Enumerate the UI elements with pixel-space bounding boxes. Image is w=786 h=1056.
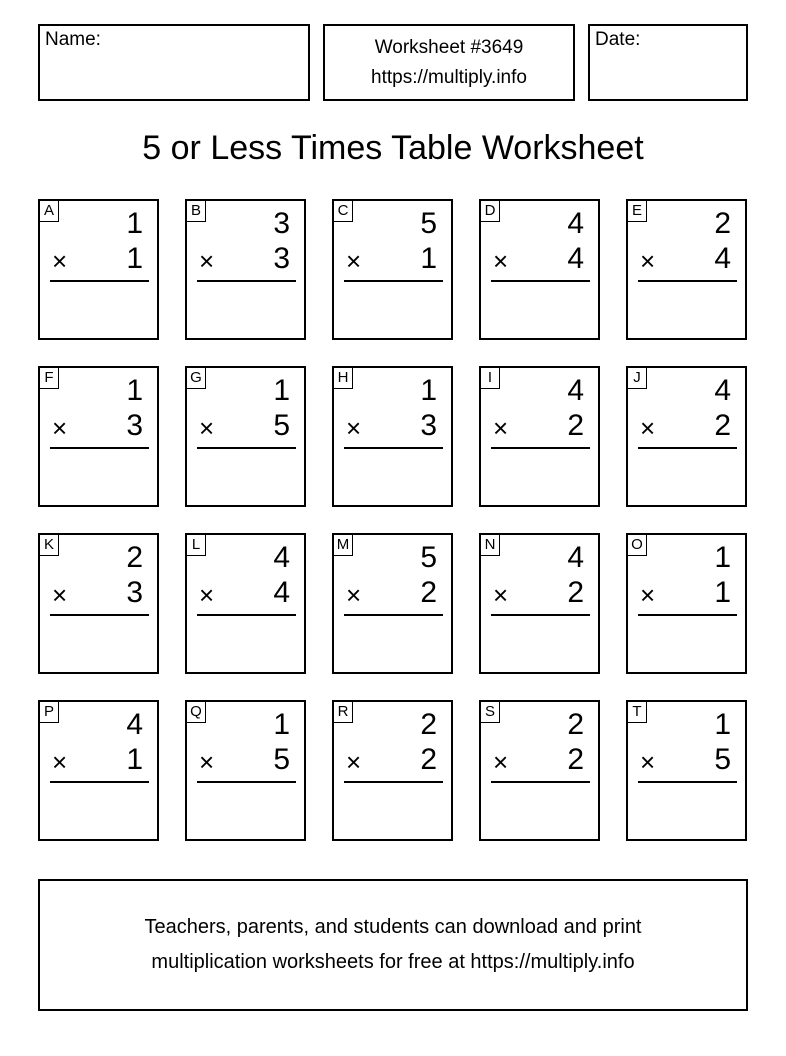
multiplicand: 1 bbox=[273, 374, 290, 407]
multiplier: 1 bbox=[714, 576, 731, 609]
problem-card bbox=[626, 199, 747, 340]
date-field-box bbox=[588, 24, 748, 101]
answer-line bbox=[197, 614, 296, 616]
problem-letter: D bbox=[481, 201, 500, 222]
multiply-sign: × bbox=[52, 413, 68, 443]
multiplicand: 5 bbox=[420, 541, 437, 574]
multiplicand: 4 bbox=[273, 541, 290, 574]
multiplier: 5 bbox=[273, 409, 290, 442]
multiplier: 2 bbox=[420, 576, 437, 609]
multiplicand: 1 bbox=[126, 207, 143, 240]
multiply-sign: × bbox=[640, 246, 656, 276]
multiplier: 3 bbox=[126, 576, 143, 609]
date-label: Date: bbox=[595, 29, 641, 50]
problem-letter: Q bbox=[187, 702, 206, 723]
problem-letter: H bbox=[334, 368, 353, 389]
problem-card bbox=[38, 533, 159, 674]
worksheet-info-box bbox=[323, 24, 575, 101]
name-field-box bbox=[38, 24, 310, 101]
multiplicand: 1 bbox=[714, 541, 731, 574]
multiply-sign: × bbox=[52, 747, 68, 777]
multiply-sign: × bbox=[52, 246, 68, 276]
multiply-sign: × bbox=[346, 747, 362, 777]
problem-card bbox=[185, 700, 306, 841]
problem-card bbox=[185, 366, 306, 507]
problem-card bbox=[38, 199, 159, 340]
problem-letter: M bbox=[334, 535, 353, 556]
answer-line bbox=[638, 614, 737, 616]
multiplicand: 4 bbox=[567, 207, 584, 240]
problem-card bbox=[479, 533, 600, 674]
multiplier: 1 bbox=[420, 242, 437, 275]
answer-line bbox=[491, 614, 590, 616]
multiply-sign: × bbox=[493, 580, 509, 610]
problem-letter: I bbox=[481, 368, 500, 389]
multiplier: 2 bbox=[714, 409, 731, 442]
problem-letter: J bbox=[628, 368, 647, 389]
footer-line-2: multiplication worksheets for free at https://multiply.info bbox=[151, 951, 635, 973]
multiplicand: 2 bbox=[567, 708, 584, 741]
problem-letter: P bbox=[40, 702, 59, 723]
name-label: Name: bbox=[45, 29, 101, 50]
problem-letter: R bbox=[334, 702, 353, 723]
multiplier: 2 bbox=[567, 409, 584, 442]
multiply-sign: × bbox=[493, 413, 509, 443]
multiplier: 1 bbox=[126, 743, 143, 776]
answer-line bbox=[638, 447, 737, 449]
multiply-sign: × bbox=[52, 580, 68, 610]
multiplicand: 2 bbox=[714, 207, 731, 240]
multiplier: 4 bbox=[273, 576, 290, 609]
answer-line bbox=[197, 280, 296, 282]
answer-line bbox=[638, 781, 737, 783]
problem-card bbox=[626, 700, 747, 841]
multiplier: 2 bbox=[567, 743, 584, 776]
multiplicand: 3 bbox=[273, 207, 290, 240]
multiplicand: 2 bbox=[126, 541, 143, 574]
problem-card bbox=[479, 366, 600, 507]
multiplier: 5 bbox=[714, 743, 731, 776]
answer-line bbox=[344, 447, 443, 449]
answer-line bbox=[491, 781, 590, 783]
problem-letter: B bbox=[187, 201, 206, 222]
problem-letter: C bbox=[334, 201, 353, 222]
multiplicand: 5 bbox=[420, 207, 437, 240]
problem-letter: G bbox=[187, 368, 206, 389]
problem-letter: K bbox=[40, 535, 59, 556]
problem-card bbox=[185, 199, 306, 340]
page-title: 5 or Less Times Table Worksheet bbox=[142, 129, 644, 167]
answer-line bbox=[197, 781, 296, 783]
multiplier: 2 bbox=[420, 743, 437, 776]
multiplicand: 4 bbox=[714, 374, 731, 407]
multiply-sign: × bbox=[199, 580, 215, 610]
problem-letter: N bbox=[481, 535, 500, 556]
multiplicand: 4 bbox=[567, 541, 584, 574]
footer-line-1: Teachers, parents, and students can download and print bbox=[144, 916, 642, 938]
problem-card bbox=[332, 199, 453, 340]
problem-letter: L bbox=[187, 535, 206, 556]
worksheet-number: Worksheet #3649 bbox=[374, 36, 524, 58]
worksheet-url: https://multiply.info bbox=[371, 66, 527, 88]
problem-card bbox=[626, 366, 747, 507]
multiply-sign: × bbox=[640, 747, 656, 777]
problem-grid bbox=[38, 199, 747, 841]
multiply-sign: × bbox=[199, 246, 215, 276]
answer-line bbox=[491, 280, 590, 282]
multiplicand: 1 bbox=[714, 708, 731, 741]
multiplicand: 1 bbox=[420, 374, 437, 407]
answer-line bbox=[50, 614, 149, 616]
problem-card bbox=[38, 700, 159, 841]
multiplier: 4 bbox=[567, 242, 584, 275]
multiplier: 3 bbox=[420, 409, 437, 442]
problem-card bbox=[479, 199, 600, 340]
multiply-sign: × bbox=[493, 747, 509, 777]
multiplicand: 1 bbox=[273, 708, 290, 741]
footer-box bbox=[38, 879, 748, 1011]
problem-card bbox=[479, 700, 600, 841]
answer-line bbox=[638, 280, 737, 282]
problem-letter: S bbox=[481, 702, 500, 723]
multiplier: 4 bbox=[714, 242, 731, 275]
multiplicand: 1 bbox=[126, 374, 143, 407]
problem-letter: E bbox=[628, 201, 647, 222]
problem-letter: T bbox=[628, 702, 647, 723]
multiply-sign: × bbox=[640, 413, 656, 443]
answer-line bbox=[50, 447, 149, 449]
multiply-sign: × bbox=[346, 413, 362, 443]
multiply-sign: × bbox=[640, 580, 656, 610]
multiply-sign: × bbox=[493, 246, 509, 276]
problem-card bbox=[332, 533, 453, 674]
multiply-sign: × bbox=[346, 580, 362, 610]
problem-card bbox=[332, 700, 453, 841]
multiply-sign: × bbox=[199, 413, 215, 443]
problem-letter: O bbox=[628, 535, 647, 556]
multiplier: 3 bbox=[126, 409, 143, 442]
answer-line bbox=[50, 781, 149, 783]
multiplier: 3 bbox=[273, 242, 290, 275]
answer-line bbox=[344, 280, 443, 282]
answer-line bbox=[197, 447, 296, 449]
multiplicand: 2 bbox=[420, 708, 437, 741]
multiply-sign: × bbox=[199, 747, 215, 777]
problem-card bbox=[185, 533, 306, 674]
problem-card bbox=[38, 366, 159, 507]
multiplier: 1 bbox=[126, 242, 143, 275]
answer-line bbox=[491, 447, 590, 449]
multiply-sign: × bbox=[346, 246, 362, 276]
problem-card bbox=[332, 366, 453, 507]
problem-card bbox=[626, 533, 747, 674]
multiplier: 5 bbox=[273, 743, 290, 776]
answer-line bbox=[344, 614, 443, 616]
problem-letter: A bbox=[40, 201, 59, 222]
multiplier: 2 bbox=[567, 576, 584, 609]
multiplicand: 4 bbox=[567, 374, 584, 407]
answer-line bbox=[50, 280, 149, 282]
answer-line bbox=[344, 781, 443, 783]
problem-letter: F bbox=[40, 368, 59, 389]
multiplicand: 4 bbox=[126, 708, 143, 741]
